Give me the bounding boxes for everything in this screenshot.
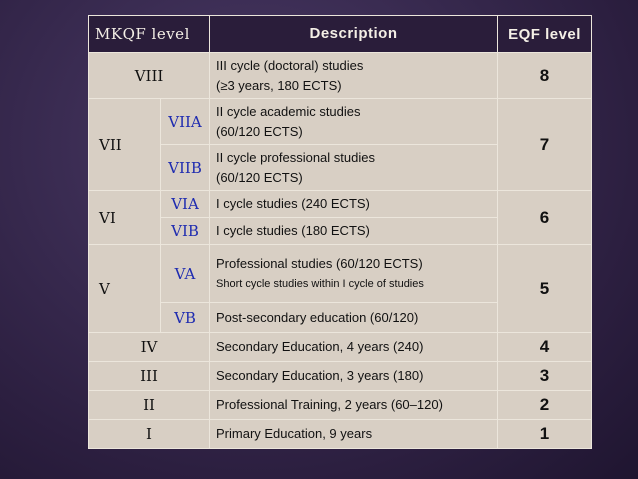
- description-ii: Professional Training, 2 years (60–120): [210, 391, 498, 420]
- sublevel-viib: VIIB: [161, 145, 210, 191]
- description-iii: Secondary Education, 3 years (180): [210, 362, 498, 391]
- sublevel-va: VA: [161, 245, 210, 303]
- table-row-iii: [89, 362, 592, 391]
- description-viib-line2: (60/120 ECTS): [216, 169, 303, 185]
- qualifications-table: [88, 15, 592, 449]
- table-row-viia: [89, 99, 592, 145]
- level-iv: IV: [89, 333, 210, 362]
- description-viia-line2: (60/120 ECTS): [216, 123, 303, 139]
- table-row-i: [89, 420, 592, 449]
- eqf-5: 5: [498, 245, 592, 333]
- description-va: [210, 245, 498, 303]
- eqf-3: 3: [498, 362, 592, 391]
- eqf-2: 2: [498, 391, 592, 420]
- eqf-7: 7: [498, 99, 592, 191]
- header-mkqf-level: MKQF level: [89, 16, 210, 53]
- header-description: Description: [210, 16, 498, 53]
- eqf-1: 1: [498, 420, 592, 449]
- level-vii: VII: [89, 99, 161, 191]
- description-va-line2: Short cycle studies within I cycle of studies: [216, 277, 424, 290]
- description-viii-line2: (≥3 years, 180 ECTS): [216, 77, 342, 93]
- description-vb: Post-secondary education (60/120): [210, 303, 498, 333]
- description-via: I cycle studies (240 ECTS): [210, 191, 498, 218]
- sublevel-vb: VB: [161, 303, 210, 333]
- level-viii: VIII: [89, 53, 210, 99]
- description-viib-line1: II cycle professional studies: [216, 149, 375, 165]
- description-viib: [210, 145, 498, 191]
- level-iii: III: [89, 362, 210, 391]
- table-row-ii: [89, 391, 592, 420]
- level-i: I: [89, 420, 210, 449]
- description-va-line1: Professional studies (60/120 ECTS): [216, 255, 423, 271]
- description-iv: Secondary Education, 4 years (240): [210, 333, 498, 362]
- table-row-viii: [89, 53, 592, 99]
- description-viii-line1: III cycle (doctoral) studies: [216, 57, 364, 73]
- eqf-6: 6: [498, 191, 592, 245]
- description-i: Primary Education, 9 years: [210, 420, 498, 449]
- header-eqf-level: EQF level: [498, 16, 592, 53]
- level-v: V: [89, 245, 161, 333]
- description-viia: [210, 99, 498, 145]
- table-header-row: [89, 16, 592, 53]
- table-row-va: [89, 245, 592, 303]
- level-ii: II: [89, 391, 210, 420]
- level-vi: VI: [89, 191, 161, 245]
- eqf-4: 4: [498, 333, 592, 362]
- sublevel-via: VIA: [161, 191, 210, 218]
- table-row-iv: [89, 333, 592, 362]
- eqf-8: 8: [498, 53, 592, 99]
- sublevel-viia: VIIA: [161, 99, 210, 145]
- description-viii: [210, 53, 498, 99]
- sublevel-vib: VIB: [161, 218, 210, 245]
- description-vib: I cycle studies (180 ECTS): [210, 218, 498, 245]
- table-row-via: [89, 191, 592, 218]
- qualifications-table-container: [88, 15, 591, 451]
- description-viia-line1: II cycle academic studies: [216, 103, 361, 119]
